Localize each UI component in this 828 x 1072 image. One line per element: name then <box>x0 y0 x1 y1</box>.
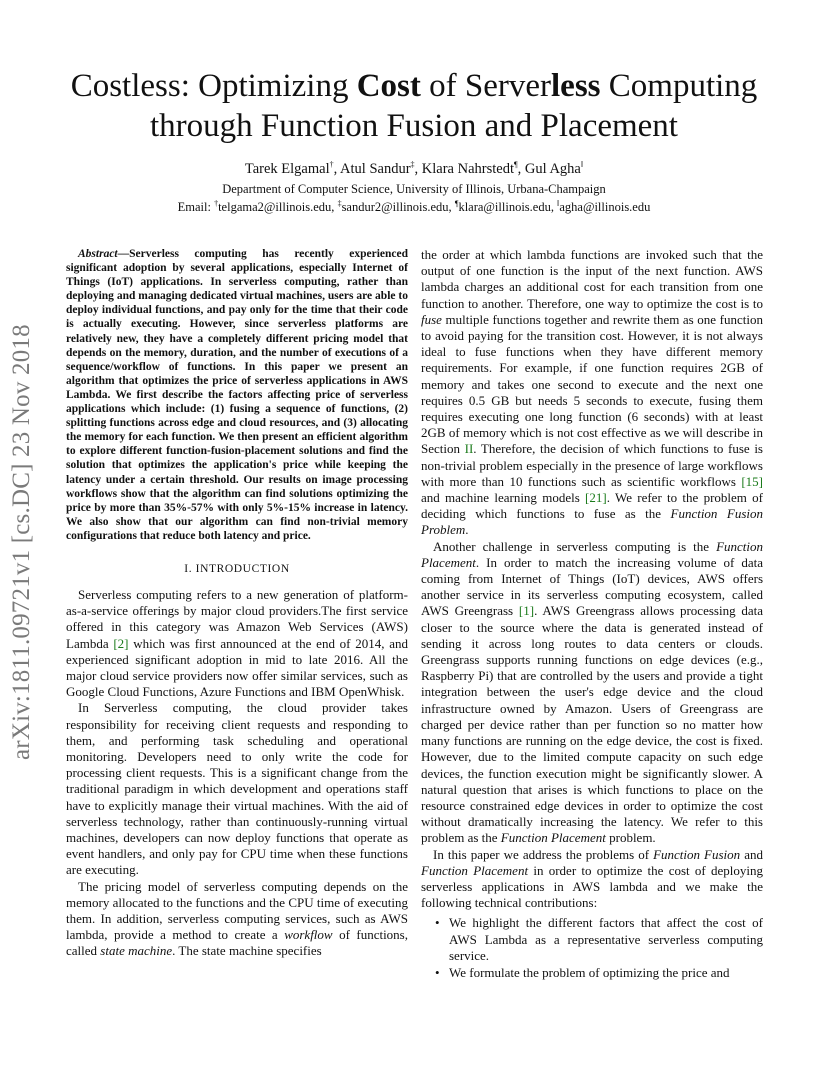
text-run: . We refer to the problem of deciding which functions to fuse as the <box>421 490 764 522</box>
text-run: . AWS Greengrass allows processing data closer to the source where the data is generated instead of sending it across long routes to data centers or clouds. Greengrass supports running functions on edge devices (e.g., Raspberry Pi) that are controlled by the users and provide a tight integration between the user's edge device and the cloud infrastructure owned by Amazon. Users of Greengrass are charged per device rather than per function so no matter how many functions are running on the edge device, the cost is fixed. However, due to the limited compute capacity on such edge devices, the function execution might be significantly slower. A natural question that arises is which functions to place on the resource constrained edge devices in order to optimize the cost without dramatically increasing the latency. We refer to this problem as the <box>421 603 764 846</box>
text-run: problem. <box>605 830 656 846</box>
abstract-label: Abstract <box>78 248 118 260</box>
affiliation: Department of Computer Science, University of Illinois, Urbana-Champaign <box>222 182 606 196</box>
citation-link[interactable]: [21] <box>585 490 607 506</box>
section-reference-link[interactable]: II <box>464 441 474 457</box>
intro-paragraph-1 <box>66 587 408 700</box>
title-part: Costless: Optimizing <box>70 68 357 104</box>
title-line-2: through Function Fusion and Placement <box>150 108 678 144</box>
author-mark: † <box>329 160 334 170</box>
left-column <box>66 247 408 960</box>
text-run: In this paper we address the problems of <box>433 846 654 862</box>
intro-paragraph-placement <box>421 539 763 847</box>
list-item: • We formulate the problem of optimizing the price and <box>449 965 763 981</box>
text-run: Serverless computing refers to a new generation of platform-as-a-service offerings by major cloud providers.The first service offered in this category was Amazon Web Services (AWS) Lambda <box>66 586 408 651</box>
text-run: in order to optimize the cost of deploying serverless applications in AWS lambda and we make the following technical contributions: <box>421 862 763 911</box>
email-mark: ‖ <box>557 198 560 208</box>
email-prefix: Email: <box>177 200 215 214</box>
author-name: , Klara Nahrstedt <box>414 161 514 177</box>
title-part-bold: less <box>551 68 601 104</box>
author-name: , Atul Sandur <box>333 161 411 177</box>
author-list <box>60 160 768 178</box>
text-run: The pricing model of serverless computing depends on the memory allocated to the functions and the CPU time of executing them. In addition, serverless computing services, such as AWS lambda, provide a method to create a <box>66 878 408 943</box>
text-run: which was first announced at the end of 2014, and experienced significant adoption in mid to late 2016. All the major cloud service providers now offer similar services, such as Google Cloud Functions, Azure Functions and IBM OpenWhisk. <box>66 635 409 700</box>
abstract <box>66 247 408 543</box>
text-run: and <box>740 846 763 862</box>
email-address: sandur2@illinois.edu, <box>341 200 455 214</box>
contributions-list <box>421 915 763 981</box>
paper-title <box>50 66 778 146</box>
text-run: the order at which lambda functions are invoked such that the output of one function is the input of the next function. AWS lambda charges an additional cost for each transition from one function to another. Therefore, one way to optimize the cost is to <box>421 247 763 311</box>
email-list <box>60 199 768 215</box>
email-address: klara@illinois.edu, <box>458 200 558 214</box>
italic-term: fuse <box>421 311 442 327</box>
citation-link[interactable]: [15] <box>741 473 763 489</box>
text-run: Another challenge in serverless computing is the <box>433 538 717 554</box>
text-run: . Therefore, the decision of which functions to fuse is non-trivial problem especially in the presence of large workflows with more than 10 functions such as scientific workflows <box>421 441 763 489</box>
title-part-bold: Cost <box>356 68 421 104</box>
text-run: and machine learning models <box>421 490 586 506</box>
author-mark: ‖ <box>580 160 584 170</box>
email-mark: ‡ <box>337 198 342 208</box>
text-run: of functions, called <box>66 927 408 959</box>
intro-paragraph-3 <box>66 879 408 960</box>
email-address: telgama2@illinois.edu, <box>218 200 338 214</box>
title-part: Computing <box>600 68 758 104</box>
author-mark: ¶ <box>514 160 518 170</box>
intro-paragraph-2: In Serverless computing, the cloud provider takes responsibility for receiving client requests and responding to them, and performing task scheduling and operational monitoring. Developers need to only write the code for processing client requests. This is a significant change from the traditional paradigm in which development and operations staff have to explicitly manage their virtual machines. With the aid of serverless technology, rather than continuously-running virtual machines, developers can now deploy functions that operate as event handlers, and only pay for CPU time when these functions are executing. <box>66 700 408 878</box>
italic-term: Function Fusion <box>653 846 741 862</box>
author-name: Tarek Elgamal <box>244 161 330 177</box>
citation-link[interactable]: [1] <box>518 603 535 619</box>
email-mark: † <box>214 198 219 208</box>
text-run: . The state machine specifies <box>172 943 322 959</box>
author-name: , Gul Agha <box>517 161 581 177</box>
text-run: multiple functions together and rewrite them as one function to avoid paying for the transition cost. However, it is not always ideal to fuse functions when they have different memory requirements. For example, if one function requires 2GB of memory and takes one second to execute and the next one requires 0.5 GB but needs 5 seconds to execute, fusing them requires executing one long function (6 seconds) with at least 2GB of memory which is not cost effective as we will describe in Section <box>421 311 763 457</box>
italic-term: Function Placement <box>421 538 763 570</box>
section-heading-introduction: I. INTRODUCTION <box>184 562 290 575</box>
text-run: . <box>465 522 469 538</box>
abstract-text: —Serverless computing has recently experienced significant adoption by several applications, especially Internet of Things (IoT) applications. In serverless computing, rather than deploying and managing dedicated virtual machines, users are able to deploy individual functions, and pay only for the time that their code is actually executing. However, since serverless platforms are relatively new, they have a completely different pricing model that depends on the memory, duration, and the number of executions of a sequence/workflow of functions. In this paper we present an algorithm that optimizes the price of serverless applications in AWS Lambda. We first describe the factors affecting price of serverless applications which include: (1) fusing a sequence of functions, (2) splitting functions across edge and cloud resources, and (3) allocating the memory for each function. We then present an efficient algorithm to explore different function-fusion-placement solutions and find the solution that optimizes the application's price while keeping the latency under a certain threshold. Our results on image processing workflows show that the algorithm can find solutions optimizing the price by more than 35%-57% with only 5%-15% increase in latency. We also show that our algorithm can find non-trivial memory configurations that reduce both latency and price. <box>66 248 408 542</box>
email-mark: ¶ <box>454 198 459 208</box>
list-item: • We highlight the different factors that affect the cost of AWS Lambda as a representative serverless computing service. <box>449 915 763 964</box>
intro-paragraph-contributions <box>421 847 763 912</box>
title-part: of Server <box>420 68 552 104</box>
arxiv-identifier-stamp: arXiv:1811.09721v1 [cs.DC] 23 Nov 2018 <box>8 324 35 760</box>
italic-term: Function Fusion Problem <box>421 506 763 538</box>
right-column <box>421 247 763 982</box>
author-mark: ‡ <box>410 160 415 170</box>
citation-link[interactable]: [2] <box>113 635 129 651</box>
italic-term: workflow <box>284 927 333 943</box>
italic-term: Function Placement <box>500 830 606 846</box>
text-run: . In order to match the increasing volume of data coming from Internet of Things (IoT) devices, AWS offers another service in its serverless computing ecosystem, called AWS Greengrass <box>421 554 763 619</box>
email-address: agha@illinois.edu <box>559 200 651 214</box>
intro-paragraph-continued <box>421 247 763 539</box>
italic-term: state machine <box>100 943 173 959</box>
italic-term: Function Placement <box>421 862 529 878</box>
